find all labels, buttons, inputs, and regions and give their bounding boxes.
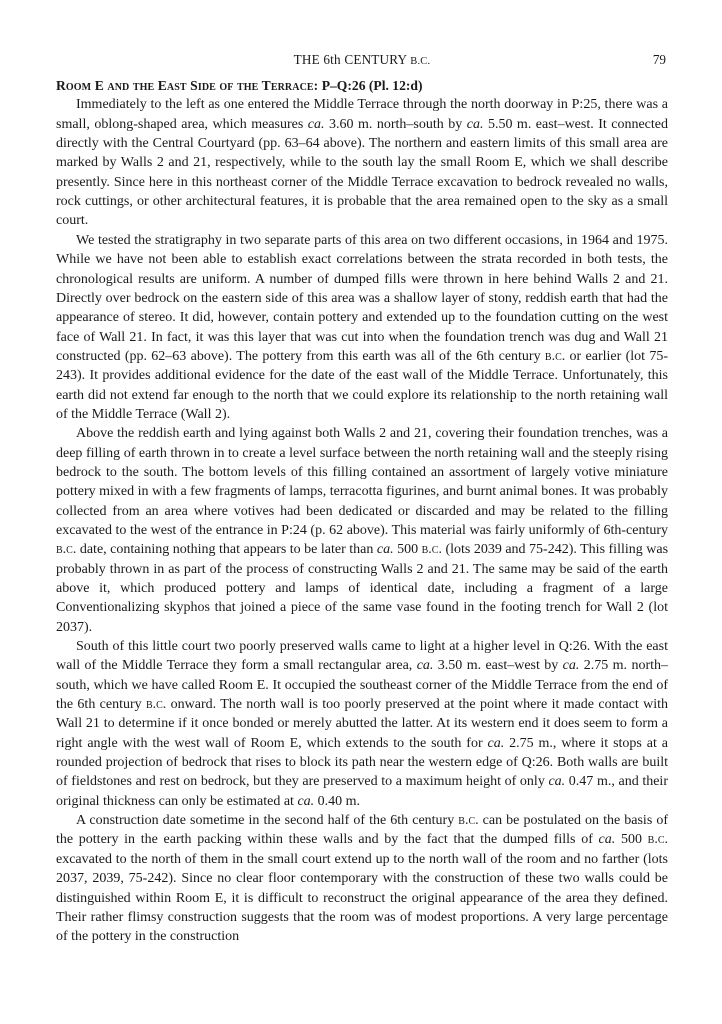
book-page [56, 52, 668, 947]
era-abbreviation: b.c. [421, 542, 442, 558]
abbreviation-circa: ca. [466, 116, 484, 132]
page-number: 79 [652, 52, 666, 67]
text-run: 500 [615, 832, 648, 848]
text-run: We tested the stratigraphy in two separate parts of this area on two different occasions, in 1964 and 1975. While we have not been able to establish exact correlations between the strata recorded in both tests, the chronological results are uniform. A number of dumped fills were thrown in here behind Walls 2 and 21. Directly over bedrock on the eastern side of this area was a shallow layer of stony, reddish earth that had the appearance of stereo. It did, however, contain pottery and extended up to the foundation cutting on the west face of Wall 21. In fact, it was this layer that was cut into when the foundation trench was dug and Wall 21 constructed (pp. 62–63 above). The pottery from this earth was all of the 6th century [56, 232, 668, 364]
running-title [56, 52, 668, 68]
running-head [56, 52, 668, 76]
text-run: 0.40 m. [314, 793, 361, 809]
abbreviation-circa: ca. [487, 735, 505, 751]
era-abbreviation: b.c. [56, 542, 77, 558]
paragraph [56, 95, 668, 230]
era-abbreviation: b.c. [145, 697, 167, 713]
text-run: can be postulated on the basis of the pottery in the earth packing within these walls and by the fact that the dumped fills of [56, 813, 668, 848]
text-run: 2.75 m. north–south, which we have called Room E. It occupied the southeast corner of the Middle Terrace from the end of the 6th century [56, 658, 668, 713]
text-run: 2.75 m., where it stops at a rounded projection of bedrock that rises to block its path near the western edge of Q:26. Both walls are built of fieldstones and rest on bedrock, but they are preserved to a maximum height of only [56, 735, 668, 790]
running-title-text: THE 6th CENTURY [293, 52, 411, 67]
section-heading-plate: (Pl. 12:d) [368, 78, 423, 93]
abbreviation-circa: ca. [598, 832, 616, 848]
abbreviation-circa: ca. [307, 116, 325, 132]
text-run: 3.50 m. east–west by [433, 658, 563, 674]
era-abbreviation: b.c. [544, 348, 566, 364]
text-run: A construction date sometime in the second half of the 6th century [76, 813, 459, 829]
text-run: 500 [393, 542, 422, 558]
paragraph [56, 231, 668, 424]
text-run: or earlier (lot 75-243). It provides additional evidence for the date of the east wall of the Middle Terrace. Unfortunately, this earth did not extend far enough to the north that we could explore its relationship to the north retaining wall of the Middle Terrace (Wall 2). [56, 348, 668, 422]
running-title-era: B.C. [410, 56, 431, 67]
text-run: date, containing nothing that appears to be later than [76, 542, 377, 558]
text-run: onward. The north wall is too poorly preserved at the point where it made contact with Wall 21 to determine if it once bonded or merely abutted the latter. At its western end it does seem to form a right angle with the west wall of Room E, which extends to the south for [56, 697, 668, 751]
text-run: 5.50 m. east–west. It connected directly with the Central Courtyard (pp. 63–64 above). The northern and eastern limits of this small area are marked by Walls 2 and 21, respectively, while to the south lay the small Room E, which we shall describe presently. Since here in this northeast corner of the Middle Terrace excavation to bedrock revealed no walls, rock cuttings, or other architectural features, it is probable that the area remained open to the sky as a small court. [56, 116, 668, 229]
section-heading-grid: P–Q:26 [318, 78, 369, 93]
abbreviation-circa: ca. [297, 793, 315, 809]
paragraph [56, 424, 668, 637]
abbreviation-circa: ca. [548, 774, 566, 790]
paragraph [56, 811, 668, 946]
text-run: excavated to the north of them in the small court extend up to the north wall of the room and no farther (lots 2037, 2039, 75-242). Since no clear floor contemporary with the construction of these two walls could be distinguished within Room E, it is difficult to reconstruct the original appearance of the area they defined. Their rather flimsy construction suggests that the room was of modest proportions. A very large percentage of the pottery in the construction [56, 851, 668, 945]
era-abbreviation: b.c. [458, 813, 479, 829]
text-run: South of this little court two poorly preserved walls came to light at a higher level in Q:26. With the east wall of the Middle Terrace they form a small rectangular area, [56, 639, 668, 674]
text-run: Immediately to the left as one entered the Middle Terrace through the north doorway in P:25, there was a small, oblong-shaped area, which measures [56, 97, 668, 132]
text-run: Above the reddish earth and lying against both Walls 2 and 21, covering their foundation trenches, was a deep filling of earth thrown in to create a level surface between the north retaining wall and the steeply rising bedrock to the south. The bottom levels of this filling contained an assortment of largely votive miniature pottery mixed in with a few fragments of lamps, terracotta figurines, and burnt animal bones. It was probably collected from an area where votives had been dedicated or discarded and may be related to the filling excavated to the west of the entrance in P:24 (p. 62 above). This material was fairly uniformly of 6th-century [56, 426, 668, 538]
abbreviation-circa: ca. [416, 658, 434, 674]
abbreviation-circa: ca. [562, 658, 580, 674]
section-heading [56, 76, 668, 95]
body-text [56, 95, 668, 946]
section-heading-title: Room E and the East Side of the Terrace: [56, 78, 319, 93]
text-run: 3.60 m. north–south by [324, 116, 467, 132]
text-run: (lots 2039 and 75-242). This filling was probably thrown in as part of the process of constructing Walls 2 and 21. The same may be said of the earth above it, which produced pottery and lamps of identical date, including a fragment of a large Conventionalizing skyphos that joined a piece of the same vase found in the footing trench for Wall 2 (lot 2037). [56, 542, 669, 635]
paragraph [56, 637, 668, 811]
abbreviation-circa: ca. [376, 542, 394, 558]
era-abbreviation: b.c. [647, 832, 668, 848]
text-run: 0.47 m., and their original thickness can only be estimated at [56, 774, 668, 809]
